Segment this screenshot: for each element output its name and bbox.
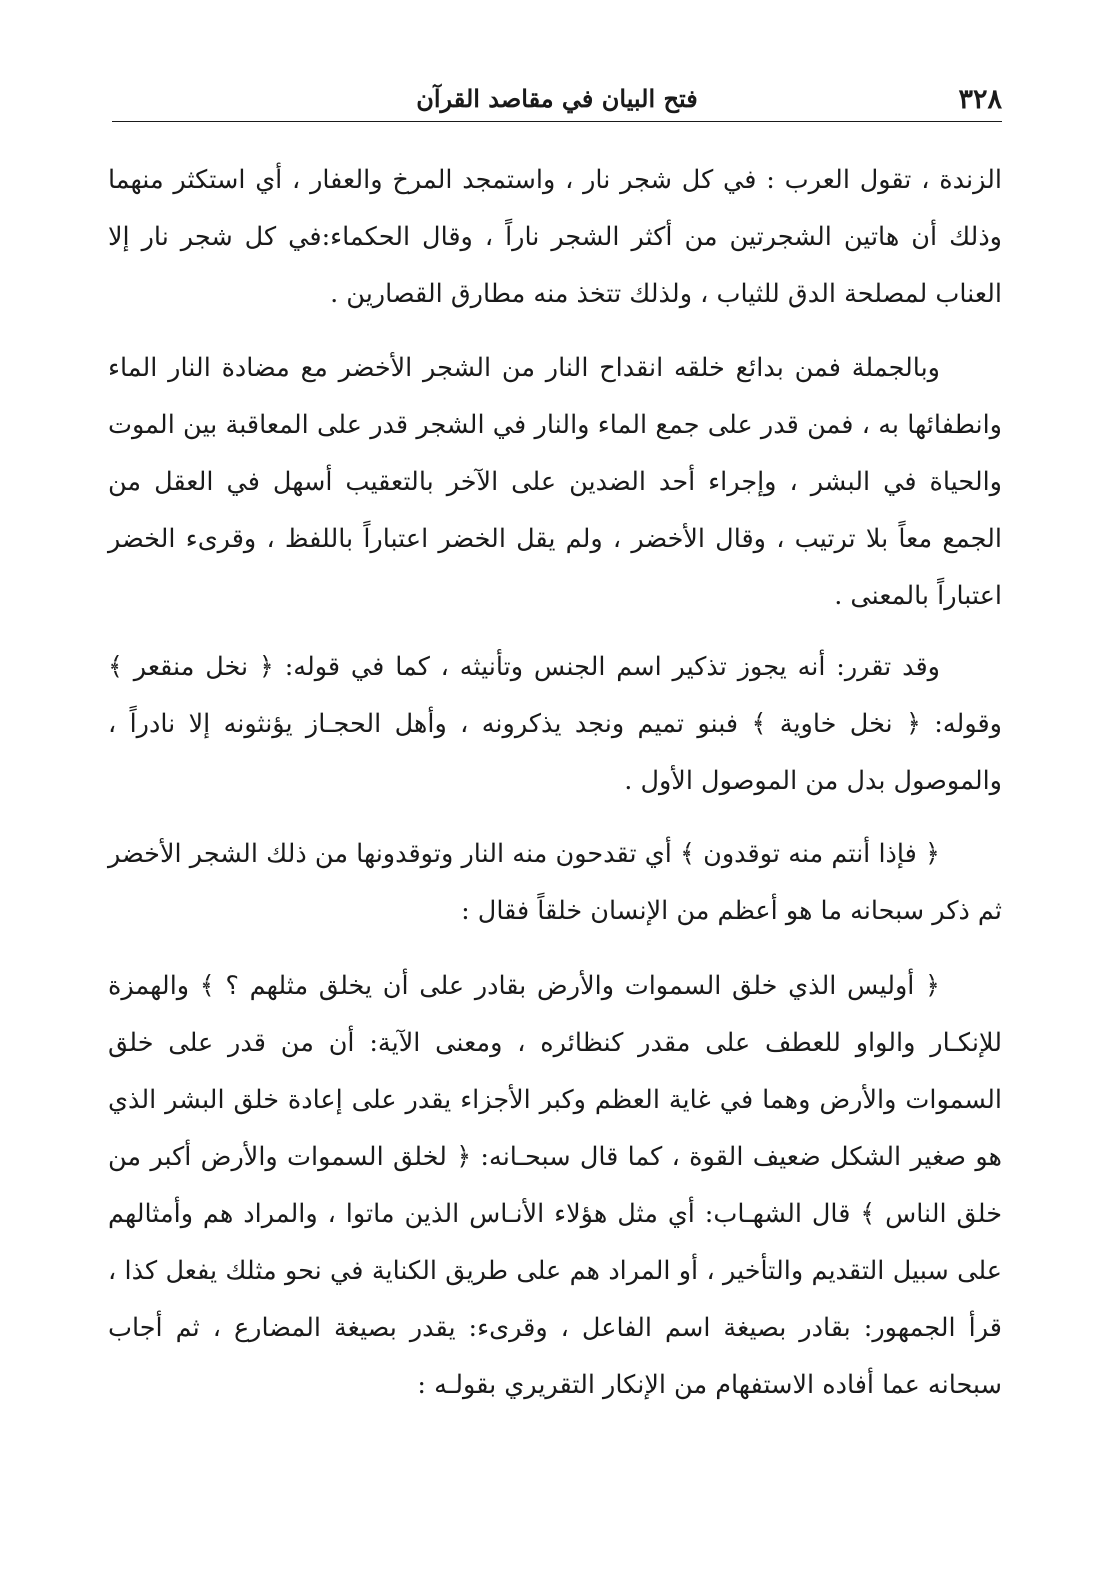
paragraph-1: الزندة ، تقول العرب : في كل شجر نار ، واستمجد المرخ والعفار ، أي استكثر منهما وذلك أن هاتين الشجرتين من أكثر الشجر ناراً ، وقال الحكماء:في كل شجر نار إلا العناب لمصلحة الدق للثياب ، ولذلك تتخذ منه مطارق القصارين . [108, 165, 1002, 309]
paragraph-2: وبالجملة فمن بدائع خلقه انقداح النار من الشجر الأخضر مع مضادة النار الماء وانطفائها به ، فمن قدر على جمع الماء والنار في الشجر قدر على المعاقبة بين الموت والحياة في البشر ، وإجراء أحد الضدين على الآخر بالتعقيب أسهل في العقل من الجمع معاً بلا ترتيب ، وقال الأخضر ، ولم يقل الخضر اعتباراً باللفظ ، وقرىء الخضر اعتباراً بالمعنى . [108, 353, 1002, 611]
header-rule [112, 121, 1002, 122]
running-header [112, 80, 1002, 120]
paragraph-5: ﴿ أوليس الذي خلق السموات والأرض بقادر على أن يخلق مثلهم ؟ ﴾ والهمزة للإنكـار والواو للعطف على مقدر كنظائره ، ومعنى الآية: أن من قدر على خلق السموات والأرض وهما في غاية العظم وكبر الأجزاء يقدر على إعادة خلق البشر الذي هو صغير الشكل ضعيف القوة ، كما قال سبحـانه: ﴿ لخلق السموات والأرض أكبر من خلق الناس ﴾ قال الشهـاب: أي مثل هؤلاء الأنـاس الذين ماتوا ، والمراد هم وأمثالهم على سبيل التقديم والتأخير ، أو المراد هم على طريق الكناية في نحو مثلك يفعل كذا ، قرأ الجمهور: بقادر بصيغة اسم الفاعل ، وقرىء: يقدر بصيغة المضارع ، ثم أجاب سبحانه عما أفاده الاستفهام من الإنكار التقريري بقولـه : [108, 971, 1002, 1400]
paragraph-3: وقد تقرر: أنه يجوز تذكير اسم الجنس وتأنيثه ، كما في قوله: ﴿ نخل منقعر ﴾ وقوله: ﴿ نخل خاوية ﴾ فبنو تميم ونجد يذكرونه ، وأهل الحجـاز يؤنثونه إلا نادراً ، والموصول بدل من الموصول الأول . [108, 652, 1002, 796]
page-number: ٣٢٨ [958, 84, 1002, 115]
paragraph-4: ﴿ فإذا أنتم منه توقدون ﴾ أي تقدحون منه النار وتوقدونها من ذلك الشجر الأخضر ثم ذكر سبحانه ما هو أعظم من الإنسان خلقاً فقال : [108, 839, 1002, 926]
page-body [108, 152, 1002, 1414]
book-title: فتح البيان في مقاصد القرآن [416, 84, 698, 113]
